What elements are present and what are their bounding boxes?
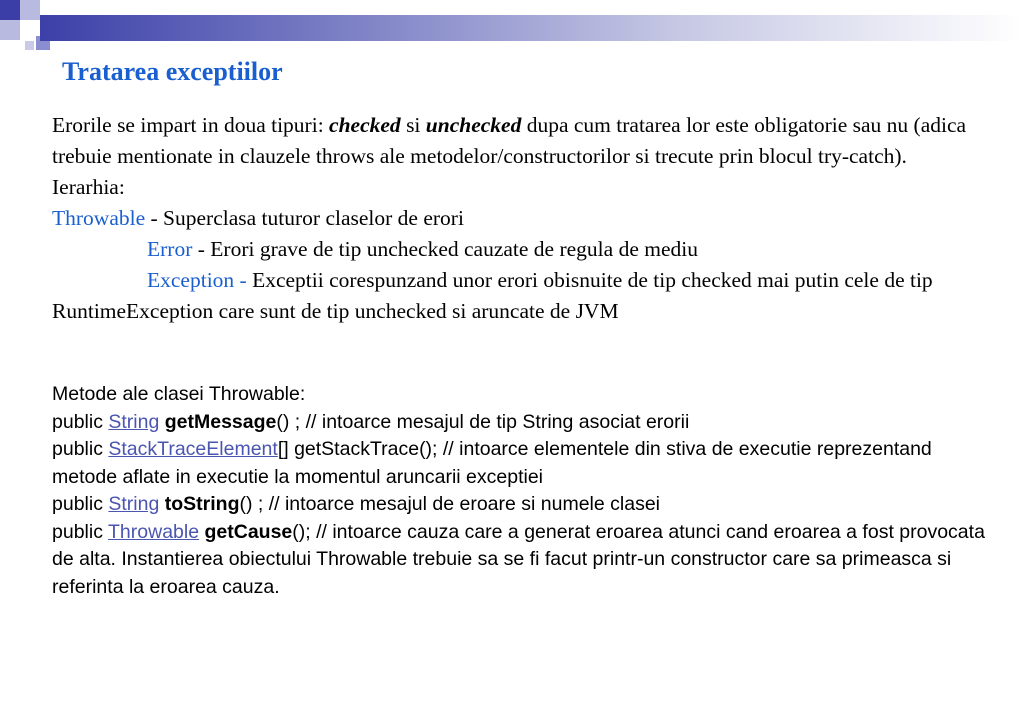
header-gradient-bar: [40, 15, 1023, 41]
method-tostring: [52, 491, 992, 519]
method-name: toString: [164, 493, 240, 515]
public-keyword: public: [52, 438, 109, 460]
stacktraceelement-type-link[interactable]: StackTraceElement: [108, 438, 278, 460]
string-type-link[interactable]: String: [108, 493, 160, 515]
method-comment: (); // intoarce cauza care a generat eroarea atunci cand eroarea a fost provocata de alta. Instantierea obiectului Throwable trebuie sa se fi facut printr-un constructor care sa primeasca si referinta la eroarea cauza.: [52, 520, 985, 598]
intro-text: Erorile se impart in doua tipuri:: [52, 113, 330, 137]
public-keyword: public: [52, 410, 109, 433]
decor-square: [0, 0, 20, 20]
exception-description: Exceptii corespunzand unor erori obisnuite de tip checked mai putin cele de tip RuntimeException care sunt de tip unchecked si aruncate de JVM: [52, 268, 933, 323]
method-name: getCause: [204, 520, 293, 543]
decor-square: [20, 0, 40, 20]
intro-text-rest: dupa cum tratarea lor este obligatorie sau nu (adica trebuie mentionate in clauzele throws ale metodelor/constructorilor si trecute prin blocul try-catch).: [52, 113, 967, 168]
slide-title: Tratarea exceptiilor: [62, 57, 283, 86]
hierarchy-label: Ierarhia:: [52, 175, 125, 199]
public-keyword: public: [52, 520, 109, 543]
method-getmessage: [52, 409, 992, 437]
throwable-type-link[interactable]: Throwable: [108, 520, 200, 543]
checked-term: checked: [329, 113, 401, 137]
decor-square: [0, 20, 20, 40]
decor-square: [20, 20, 38, 36]
string-type-link[interactable]: String: [108, 410, 160, 433]
intro-paragraph: [52, 110, 992, 172]
unchecked-term: unchecked: [425, 113, 522, 137]
throwable-line: [52, 203, 992, 234]
error-description: - Erori grave de tip unchecked cauzate de regula de mediu: [192, 237, 698, 261]
error-class-name: Error: [147, 237, 193, 261]
methods-heading: Metode ale clasei Throwable:: [52, 383, 306, 405]
throwable-class-name: Throwable: [52, 206, 146, 230]
throwable-description: - Superclasa tuturor claselor de erori: [145, 206, 464, 230]
method-getstacktrace: [52, 436, 992, 491]
method-comment: () ; // intoarce mesajul de tip String asociat erorii: [276, 410, 690, 433]
error-line: [52, 234, 992, 265]
method-getcause: [52, 519, 992, 602]
exception-class-name: Exception -: [147, 268, 253, 292]
exception-line: [52, 265, 992, 327]
method-comment: () ; // intoarce mesajul de eroare si numele clasei: [239, 493, 661, 515]
method-comment: [] getStackTrace(); // intoarce elementele din stiva de executie reprezentand metode aflate in executie la momentul aruncarii exceptiei: [52, 438, 932, 488]
public-keyword: public: [52, 493, 109, 515]
method-name: getMessage: [164, 410, 277, 433]
intro-conjunction: si: [400, 113, 426, 137]
intro-section: [52, 110, 992, 327]
decor-square: [25, 41, 34, 50]
methods-section: [52, 381, 992, 601]
